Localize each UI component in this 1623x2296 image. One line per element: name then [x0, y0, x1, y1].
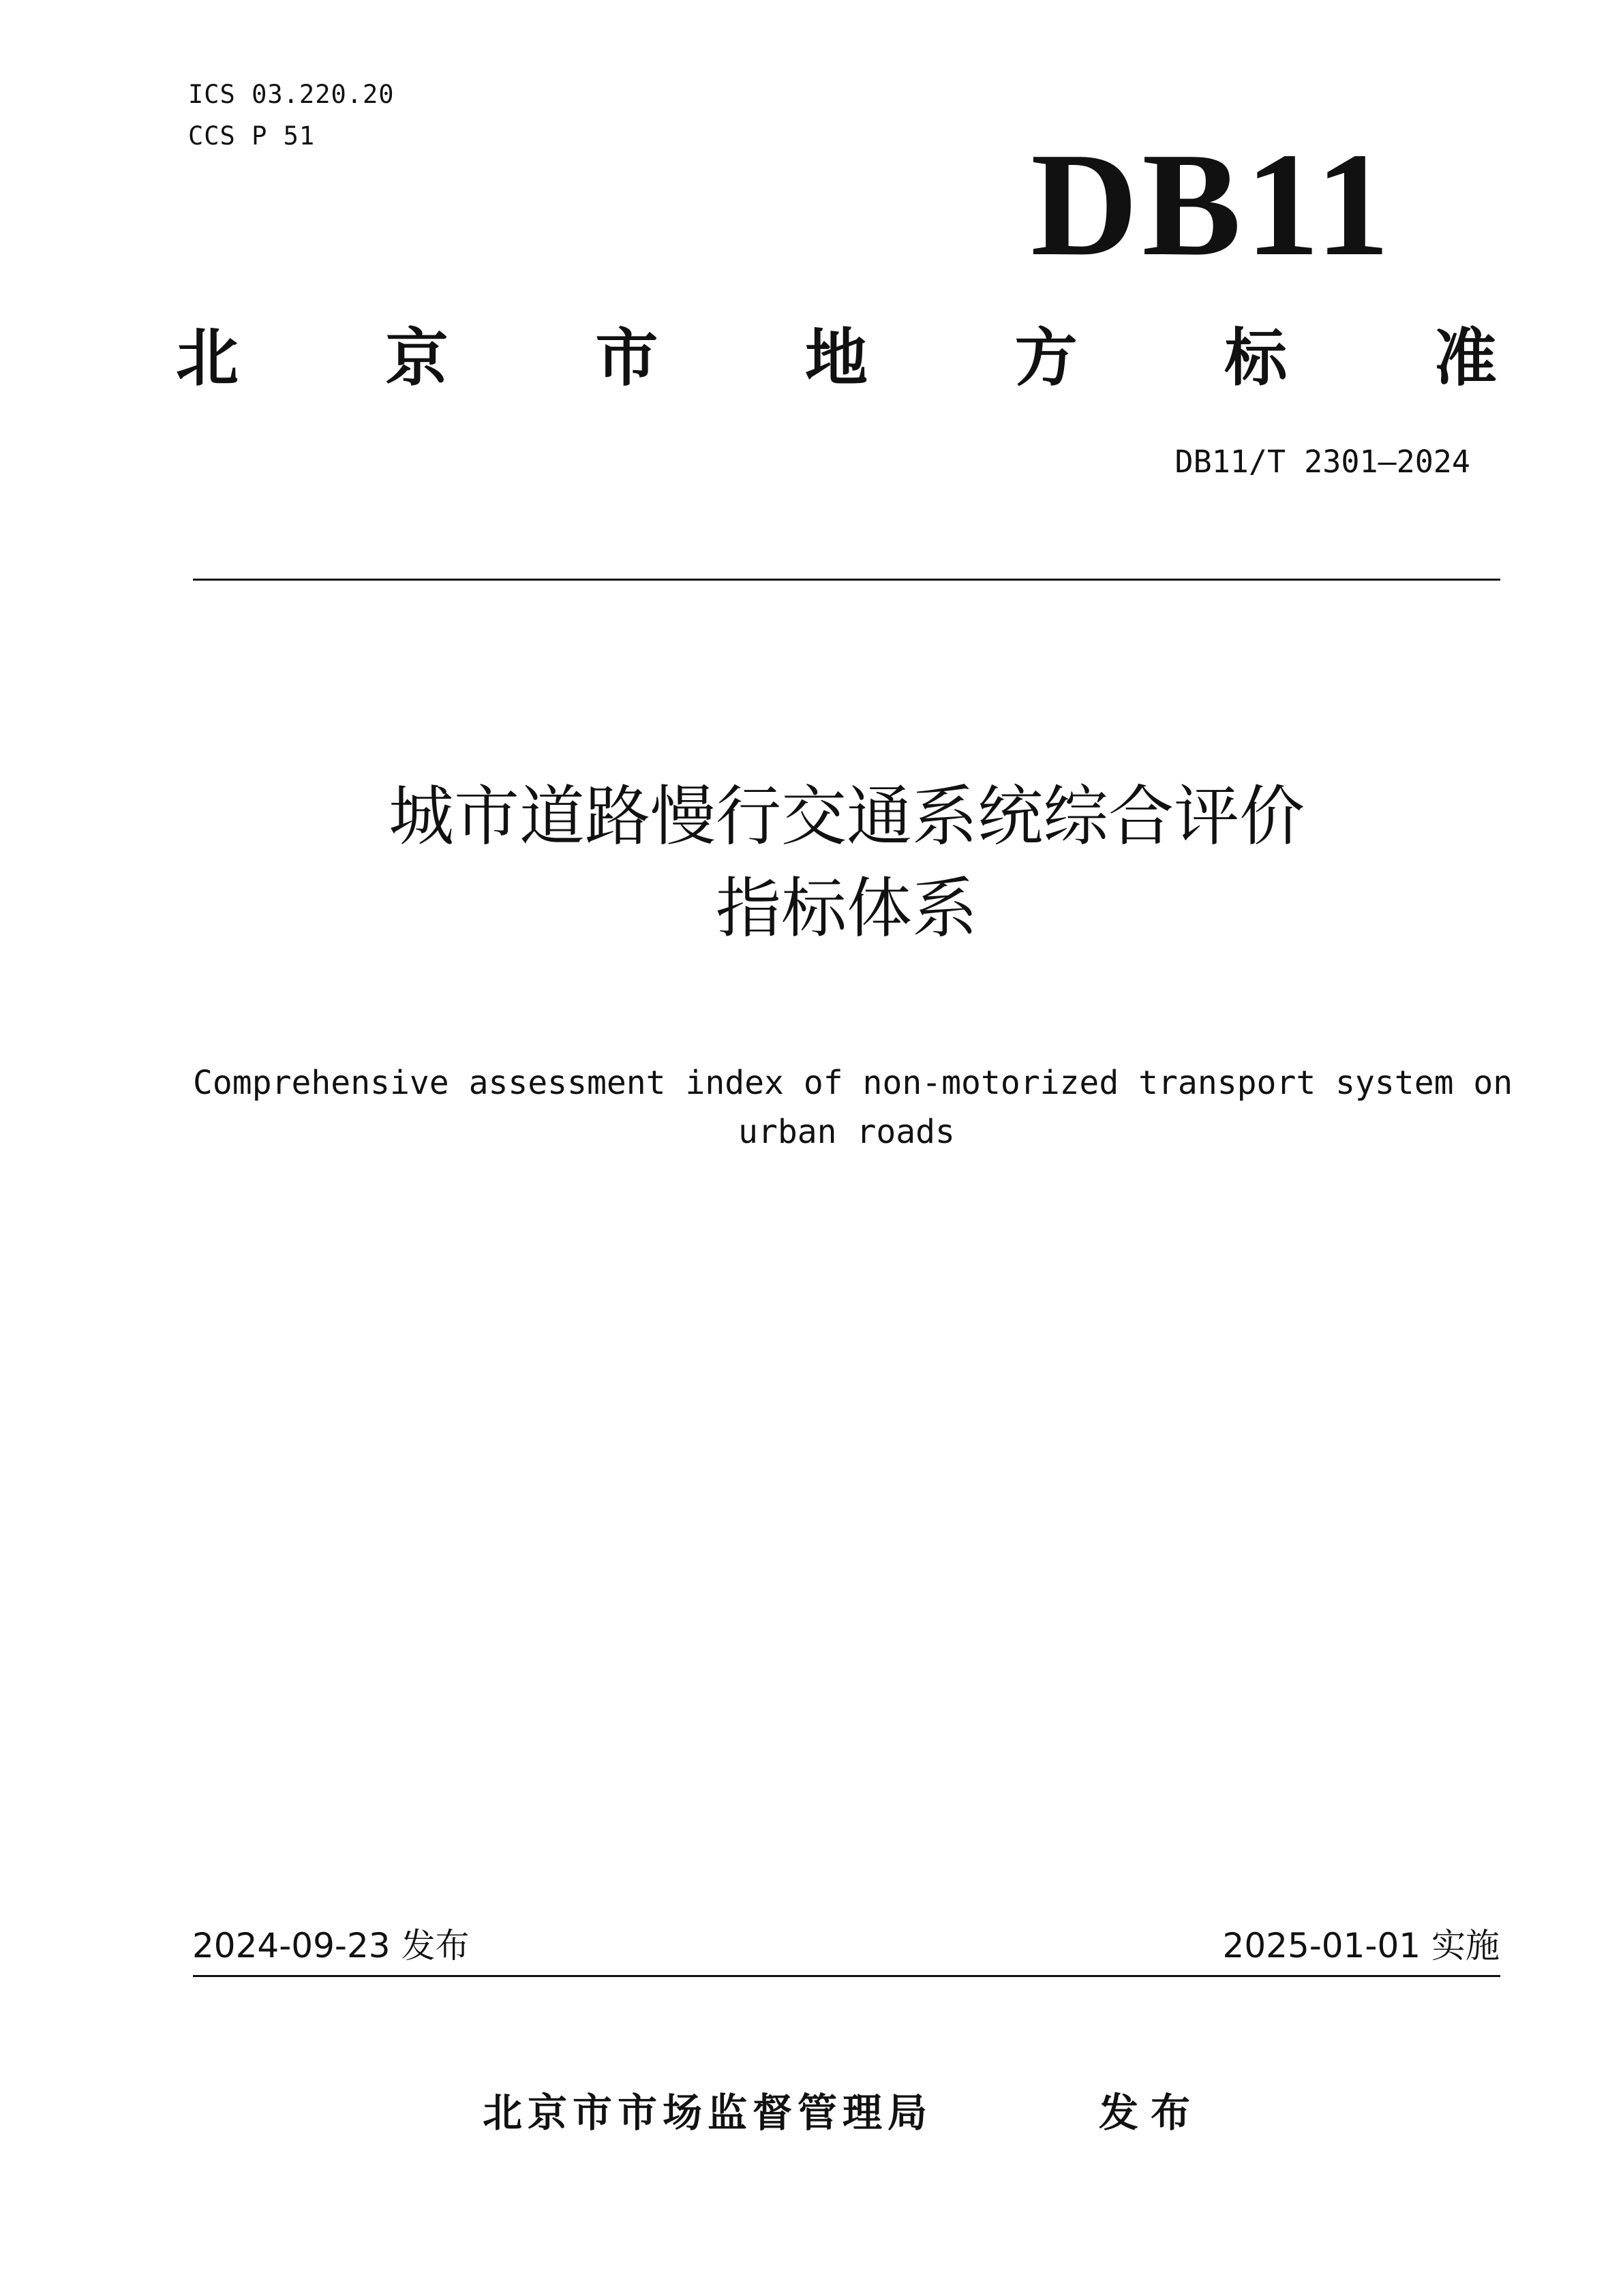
- standard-type-heading: [176, 312, 1497, 394]
- db11-logo: DB11: [1031, 123, 1394, 287]
- standard-number: DB11/T 2301—2024: [1174, 444, 1470, 480]
- top-divider: [193, 579, 1500, 581]
- document-title-line-2: 指标体系: [716, 870, 977, 947]
- standard-type-char: 地: [804, 322, 868, 395]
- english-title-line-1: Comprehensive assessment index of non-motorized transport system on: [193, 1064, 1513, 1102]
- publish-date: 2024-09-23 发布: [192, 1926, 470, 1965]
- bottom-divider: [193, 1975, 1500, 1977]
- english-title-line-2: urban roads: [738, 1113, 955, 1151]
- standard-type-char: 准: [1434, 322, 1497, 395]
- standard-type-char: 标: [1224, 322, 1288, 395]
- issuing-authority: 北京市市场监督管理局: [483, 2090, 933, 2136]
- ics-code: ICS 03.220.20: [188, 80, 395, 109]
- implementation-date: 2025-01-01 实施: [1222, 1926, 1500, 1965]
- document-title-line-1: 城市道路慢行交通系统综合评价: [389, 778, 1305, 855]
- issue-label: 发布: [1099, 2090, 1203, 2136]
- standard-type-char: 方: [1014, 322, 1078, 395]
- standard-type-char: 北: [176, 322, 239, 395]
- ccs-code: CCS P 51: [188, 121, 316, 151]
- standard-type-char: 京: [385, 322, 449, 395]
- standard-type-char: 市: [595, 322, 658, 395]
